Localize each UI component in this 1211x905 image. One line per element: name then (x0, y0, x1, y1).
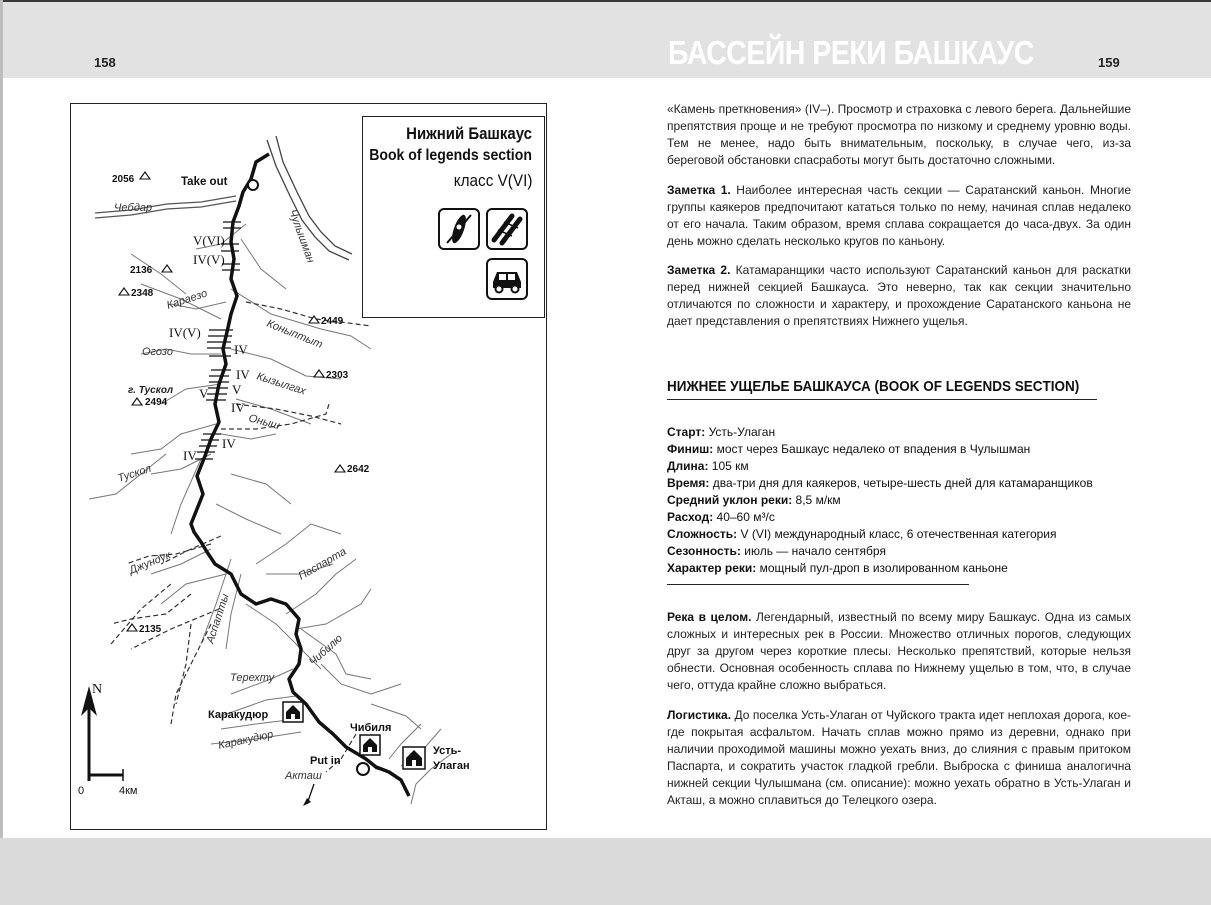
river-ogozo: Огозо (142, 346, 173, 358)
river-chebdar: Чебдар (114, 202, 153, 214)
fact-label: Сложность: (667, 527, 738, 541)
river-label: Река в целом. (667, 610, 752, 624)
river-konyltyt: Коныптыт (264, 317, 325, 351)
fact-label: Длина: (667, 459, 709, 473)
fact-value: V (VI) международный класс, 6 отечественная категория (737, 527, 1057, 541)
river-dzhunduk: Джундук (127, 549, 173, 577)
house-icon (403, 747, 425, 769)
fact-label: Расход: (667, 510, 714, 524)
house-icon (283, 702, 303, 722)
river-chibilyu: Чибилю (306, 632, 345, 669)
scale-km: 4км (119, 785, 138, 797)
legend-title: Нижний Башкаус (406, 124, 532, 143)
river-karakudyur: Каракудюр (217, 728, 275, 752)
fact-value: Усть-Улаган (705, 425, 776, 439)
put-in-marker (357, 763, 369, 775)
peak-2642: 2642 (347, 464, 370, 475)
scale-zero: 0 (78, 785, 85, 797)
fact-row (667, 492, 1137, 509)
map-legend (362, 116, 545, 318)
house-icon (360, 735, 380, 755)
footer-band (0, 838, 1211, 905)
note-2-text: Катамаранщики часто используют Саратанский каньон для раскатки перед нижней секцией Башкауса. Это неверно, так как секции значительно отличаются по сложности и характеру, и прохождение Саратанского каньона не дает представления о препятствиях Нижнего ущелья. (667, 263, 1132, 328)
place-chibilya: Чибиля (350, 722, 392, 734)
note-1-text: Наиболее интересная часть секции — Саратанский каньон. Многие группы каякеров предпочитают кататься только по нему, начиная сплав недалеко от его начала. Таким образом, время сплава сокращается до часа-двух. За один день можно сделать несколько кругов по каньону. (667, 183, 1132, 248)
river-tuskol: Тускол (116, 462, 153, 485)
grade-label: V (199, 386, 209, 401)
peak-2136: 2136 (130, 265, 153, 276)
facts-list (667, 424, 1137, 577)
river-aspatty: Аспатты (204, 592, 232, 645)
fact-row (667, 475, 1137, 492)
place-ust-2: Улаган (433, 760, 470, 772)
fact-row (667, 458, 1137, 475)
place-ust-1: Усть- (433, 745, 462, 757)
river-terekhtu: Терехту (230, 672, 275, 684)
fact-row (667, 543, 1137, 560)
section-title (667, 378, 1097, 400)
place-karakudyur: Каракудюр (208, 709, 269, 721)
chapter-title: БАССЕЙН РЕКИ БАШКАУС (668, 34, 1034, 71)
peak-2056: 2056 (112, 174, 135, 185)
fact-value: 8,5 м/км (792, 493, 841, 507)
put-in-label: Put in (310, 755, 341, 767)
river-pasparta: Паспарта (296, 545, 349, 583)
grade-label: IV (236, 367, 250, 382)
left-page-number: 158 (94, 55, 116, 70)
river-map (70, 103, 547, 830)
grade-label: IV (222, 436, 236, 451)
peak-2348: 2348 (131, 288, 154, 299)
fact-row (667, 509, 1137, 526)
legend-subtitle: Book of legends section (369, 147, 532, 164)
grade-label: IV (231, 400, 245, 415)
fact-row (667, 526, 1137, 543)
note-1-label: Заметка 1. (667, 183, 731, 197)
river-chulyshman: Чулышман (286, 207, 317, 265)
fact-label: Сезонность: (667, 544, 741, 558)
logistics-text: До поселка Усть-Улаган от Чуйского тракта идет неплохая дорога, кое-где покрытая асфальтом. Начать сплав можно прямо из деревни, однако при наличии проходимой машины можно уехать вниз, до слияния с правым притоком Паспарта, и сократить участок гладкой гребли. Выброска с финиша аналогична нижней секции Чулышмана (см. описание): можно уехать обратно в Усть-Улаган и Акташ, а можно сплавиться до Телецкого озера. (667, 708, 1131, 807)
fact-label: Характер реки: (667, 561, 757, 575)
take-out-label: Take out (181, 176, 228, 188)
note-2 (667, 262, 1131, 330)
logistics-label: Логистика. (667, 708, 732, 722)
grade-label: IV (234, 342, 248, 357)
right-page-number: 159 (1098, 55, 1120, 70)
aktash-arrowhead (303, 798, 311, 806)
fact-value: мощный пул-дроп в изолированном каньоне (756, 561, 1008, 575)
peak-2135: 2135 (139, 624, 162, 635)
take-out-marker (248, 180, 258, 190)
intro-paragraph (667, 101, 1131, 169)
catamaran-icon (486, 208, 528, 250)
car-icon (486, 258, 528, 300)
river-paragraph (667, 609, 1131, 694)
river-aktash: Акташ (285, 770, 322, 782)
fact-value: два-три дня для каякеров, четыре-шесть дней для катамаранщиков (709, 476, 1093, 490)
place-g-tuskol: г. Тускол (128, 385, 174, 396)
note-1 (667, 182, 1131, 250)
fact-value: июль — начало сентября (740, 544, 886, 558)
grade-label: V (232, 382, 242, 397)
fact-label: Финиш: (667, 442, 714, 456)
section-title-text: НИЖНЕЕ УЩЕЛЬЕ БАШКАУСА (BOOK OF LEGENDS SECTION) (667, 378, 1080, 395)
fact-label: Старт: (667, 425, 706, 439)
fact-value: 105 км (708, 459, 749, 473)
north-label: N (92, 682, 103, 697)
left-edge (0, 0, 3, 905)
grade-label: V(VI) (193, 233, 225, 248)
peak-2303: 2303 (326, 370, 349, 381)
fact-row (667, 560, 1137, 577)
fact-row (667, 424, 1137, 441)
fact-label: Время: (667, 476, 710, 490)
kayak-icon (438, 208, 480, 250)
fact-value: 40–60 м³/с (713, 510, 775, 524)
peak-2494: 2494 (145, 397, 168, 408)
grade-label: IV(V) (193, 252, 225, 267)
river-kyzylgakh: Кызылгах (255, 370, 308, 398)
fact-value: мост через Башкаус недалеко от впадения в Чулышман (713, 442, 1031, 456)
river-karaezo: Караезо (165, 287, 209, 312)
intro-text: «Камень преткновения» (IV–). Просмотр и страховка с левого берега. Дальнейшие препятствия проще и не требуют просмотра по низкому и среднему уровню воды. Тем не менее, надо быть внимательным, поскольку, в случае чего, из-за береговой обстановки спасработы могут быть достаточно сложными. (667, 102, 1131, 167)
note-2-label: Заметка 2. (667, 263, 731, 277)
peak-2449: 2449 (321, 316, 344, 327)
legend-class: класс V(VI) (453, 171, 532, 190)
river-text: Легендарный, известный по всему миру Башкаус. Одна из самых сложных и интересных рек в России. Множество отличных порогов, следующих друг за другом через короткие плесы. Несколько препятствий, которые нельзя обнести. Основная особенность сплава по Нижнему ущелью в том, что, в случае чего, оттуда крайне сложно выбраться. (667, 610, 1131, 692)
fact-label: Средний уклон реки: (667, 493, 793, 507)
grade-label: IV(V) (169, 325, 201, 340)
logistics-paragraph (667, 707, 1131, 809)
facts-divider (667, 584, 969, 585)
river-onysh: Оныш (247, 412, 282, 433)
grade-label: IV (183, 448, 197, 463)
fact-row (667, 441, 1137, 458)
